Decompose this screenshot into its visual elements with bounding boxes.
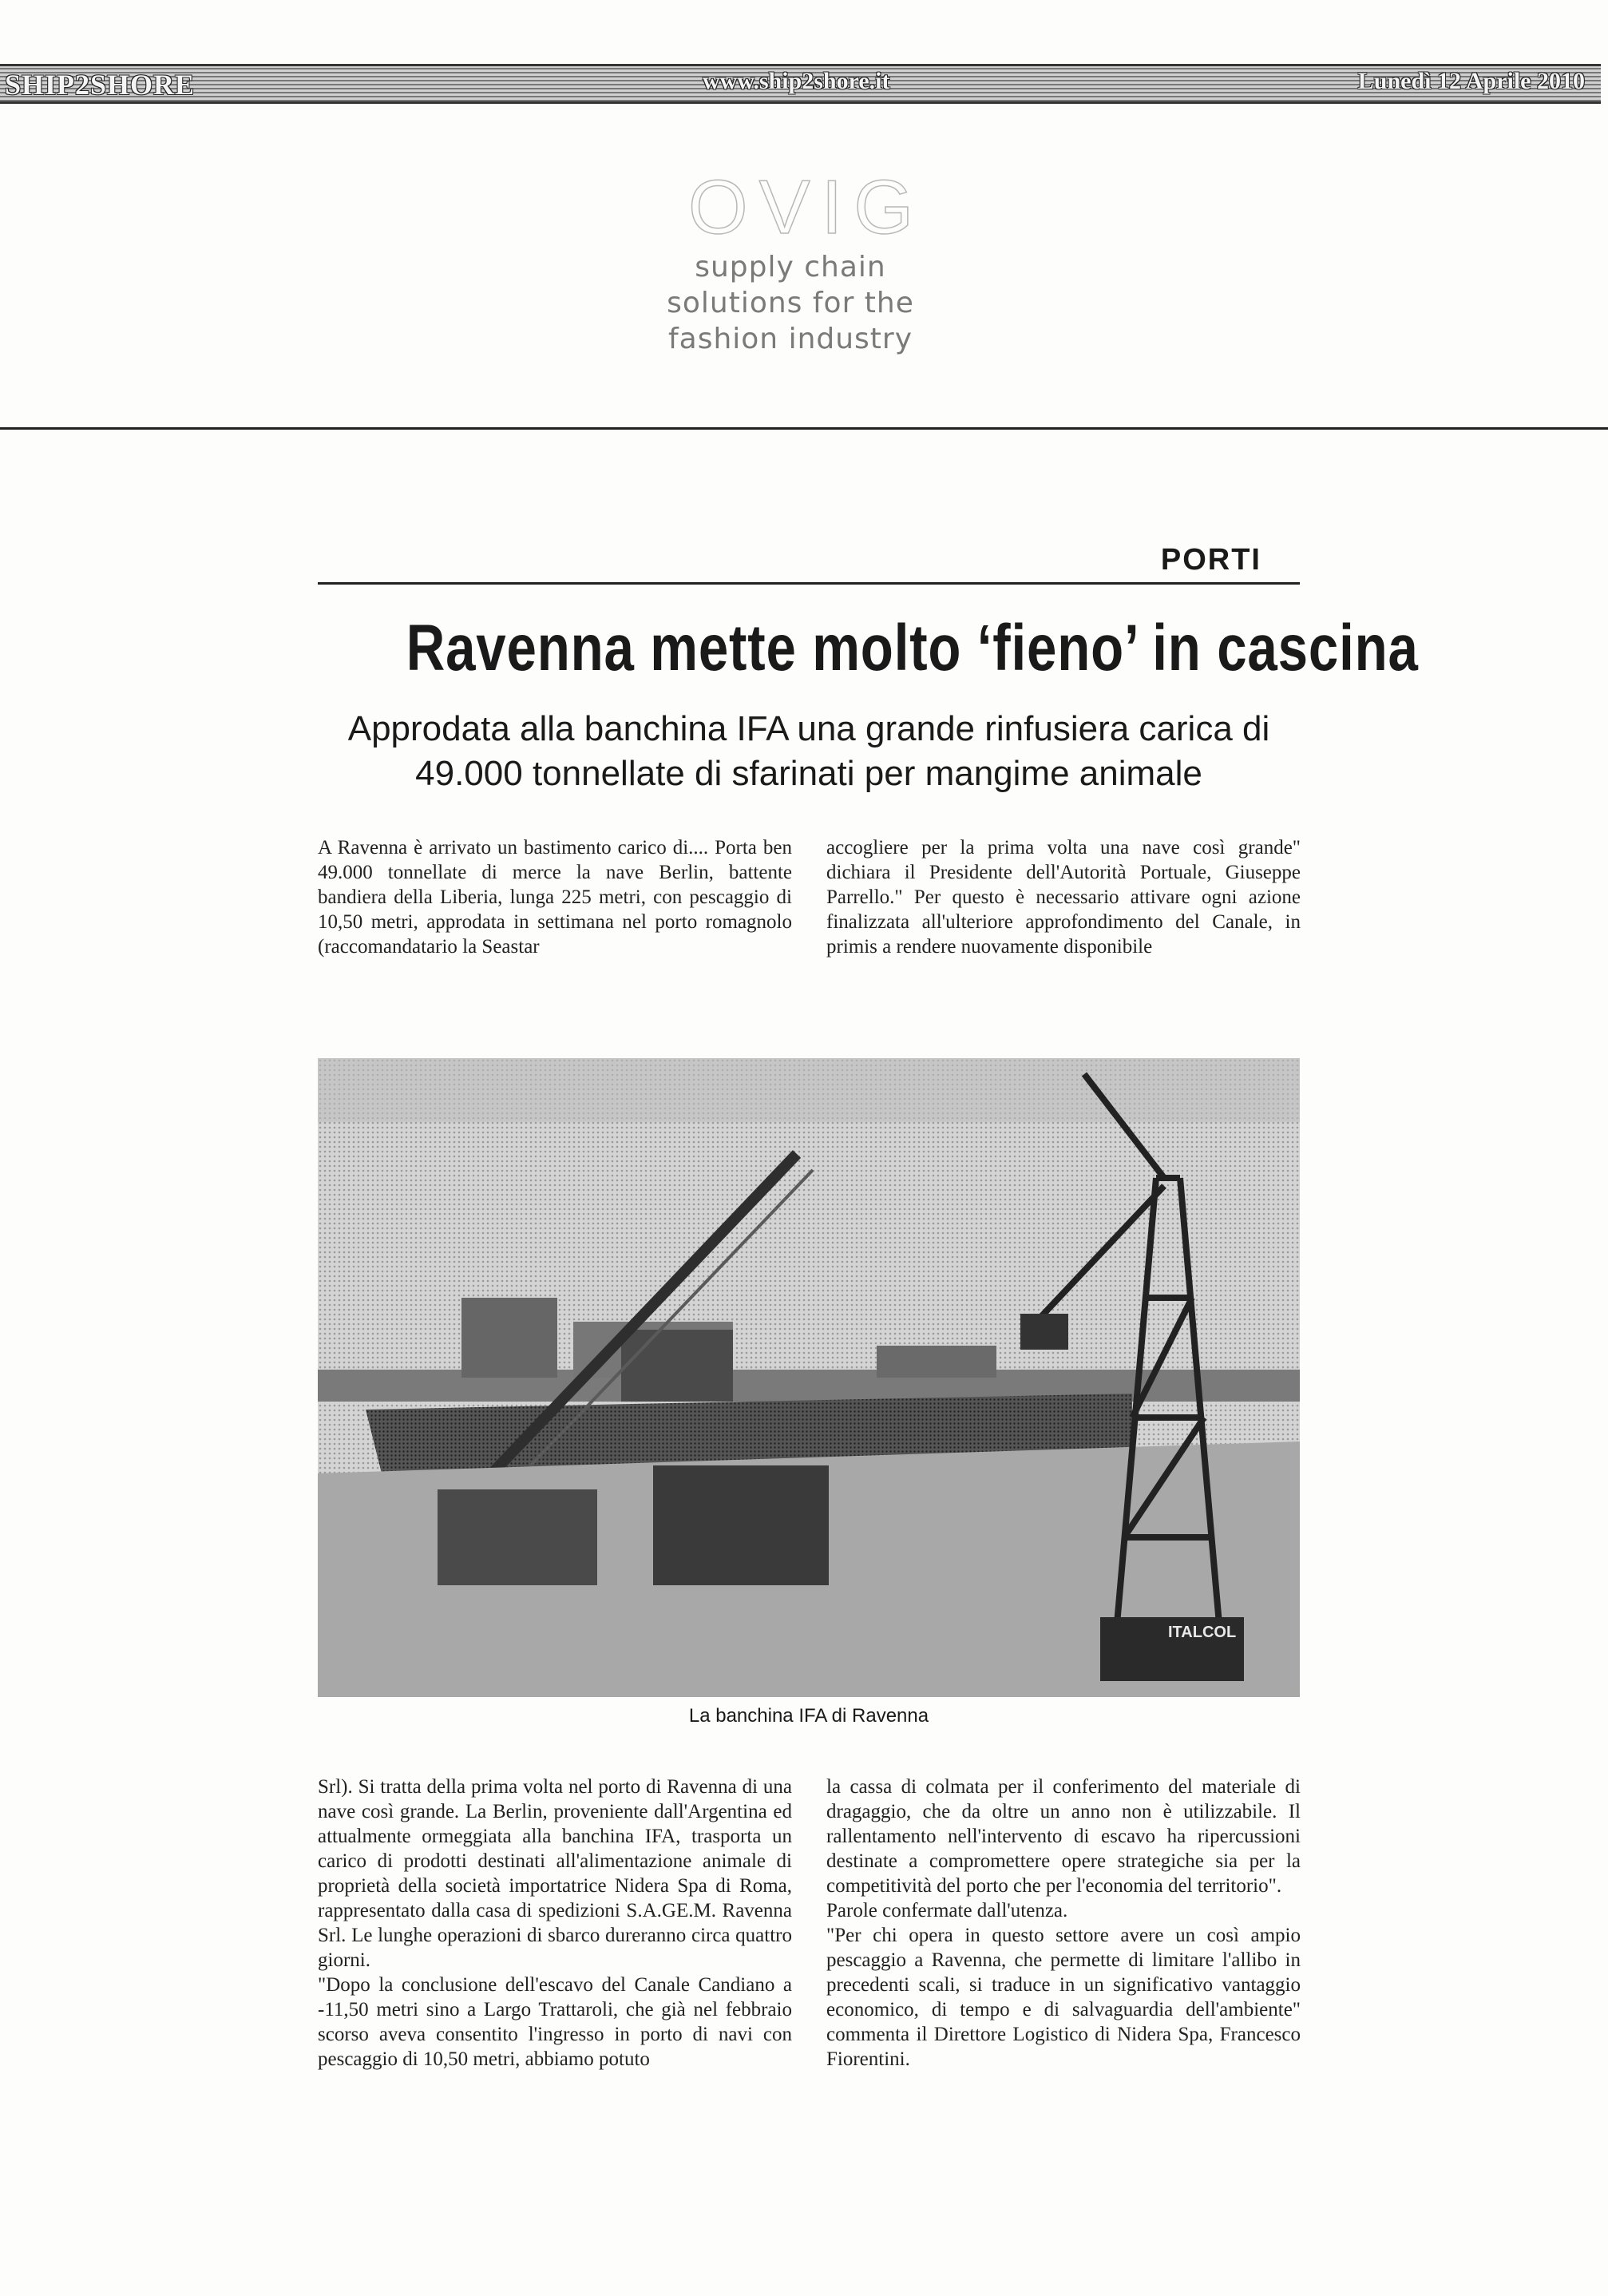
article-subhead: Approdata alla banchina IFA una grande rinfusiera carica di 49.000 tonnellate di sfarinati per mangime animale bbox=[347, 709, 1270, 793]
article-column-2 bbox=[826, 835, 1301, 959]
paragraph: A Ravenna è arrivato un bastimento carico di.... Porta ben 49.000 tonnellate di merce la nave Berlin, battente bandiera della Liberia, lunga 225 metri, con pescaggio di 10,50 metri, approdata in settimana nel porto romagnolo (raccomandatario la Seastar bbox=[318, 837, 792, 958]
paragraph: accogliere per la prima volta una nave così grande" dichiara il Presidente dell'Autorità Portuale, Giuseppe Parrello." Per questo è necessario attivare ogni azione finalizzata all'ulteriore approfondimento del Canale, in primis a rendere nuovamente disponibile bbox=[826, 837, 1301, 958]
paragraph: la cassa di colmata per il conferimento del materiale di dragaggio, che da oltre un anno non è utilizzabile. Il rallentamento nell'intervento di escavo ha ripercussioni destinate a compromettere opere strategiche sia per la competitività del porto che per l'economia del territorio". bbox=[826, 1776, 1301, 1897]
ad-tagline-line: solutions for the bbox=[667, 287, 914, 319]
port-photo bbox=[318, 1058, 1300, 1697]
article-column-3 bbox=[318, 1775, 792, 2072]
ad-tagline-line: supply chain bbox=[695, 251, 886, 284]
paragraph: "Dopo la conclusione dell'escavo del Canale Candiano a -11,50 metri sino a Largo Trattaroli, che già nel febbraio scorso aveva consentito l'ingresso in porto di navi con pescaggio di 10,50 metri, abbiamo potuto bbox=[318, 1974, 792, 2070]
paragraph: "Per chi opera in questo settore avere un così ampio pescaggio a Ravenna, che permette di limitare l'allibo in precedenti scali, si traduce in un significativo vantaggio economico, di tempo e di salvaguardia dell'ambiente" commenta il Direttore Logistico di Nidera Spa, Francesco Fiorentini. bbox=[826, 1925, 1301, 2070]
port-photo-image bbox=[318, 1058, 1300, 1697]
photo-caption: La banchina IFA di Ravenna bbox=[688, 1705, 929, 1727]
ad-tagline-line: fashion industry bbox=[667, 323, 913, 355]
masthead-url[interactable]: www.ship2shore.it bbox=[703, 68, 890, 94]
article-column-1 bbox=[318, 835, 792, 959]
masthead-title: SHIP2SHORE bbox=[5, 69, 196, 101]
paragraph: Srl). Si tratta della prima volta nel porto di Ravenna di una nave così grande. La Berlin, proveniente dall'Argentina ed attualmente ormeggiata alla banchina IFA, trasporta un carico di prodotti destinati all'alimentazione animale di proprietà della società importatrice Nidera Spa di Roma, rappresentato dalla casa di spedizioni S.A.GE.M. Ravenna Srl. Le lunghe operazioni di sbarco dureranno circa quattro giorni. bbox=[318, 1776, 792, 1971]
ad-tagline bbox=[607, 249, 974, 357]
masthead-date: Lunedì 12 Aprile 2010 bbox=[1357, 68, 1585, 94]
article-column-4 bbox=[826, 1775, 1301, 2072]
masthead-banner bbox=[0, 64, 1601, 104]
article-headline: Ravenna mette molto ‘fieno’ in cascina bbox=[406, 612, 1419, 684]
header-divider bbox=[0, 427, 1608, 430]
paragraph: Parole confermate dall'utenza. bbox=[826, 1900, 1068, 1921]
section-label: PORTI bbox=[1160, 543, 1261, 577]
section-rule bbox=[318, 582, 1300, 585]
ad-logo: OVIG bbox=[687, 165, 925, 250]
photo-sign: ITALCOL bbox=[1168, 1624, 1237, 1641]
